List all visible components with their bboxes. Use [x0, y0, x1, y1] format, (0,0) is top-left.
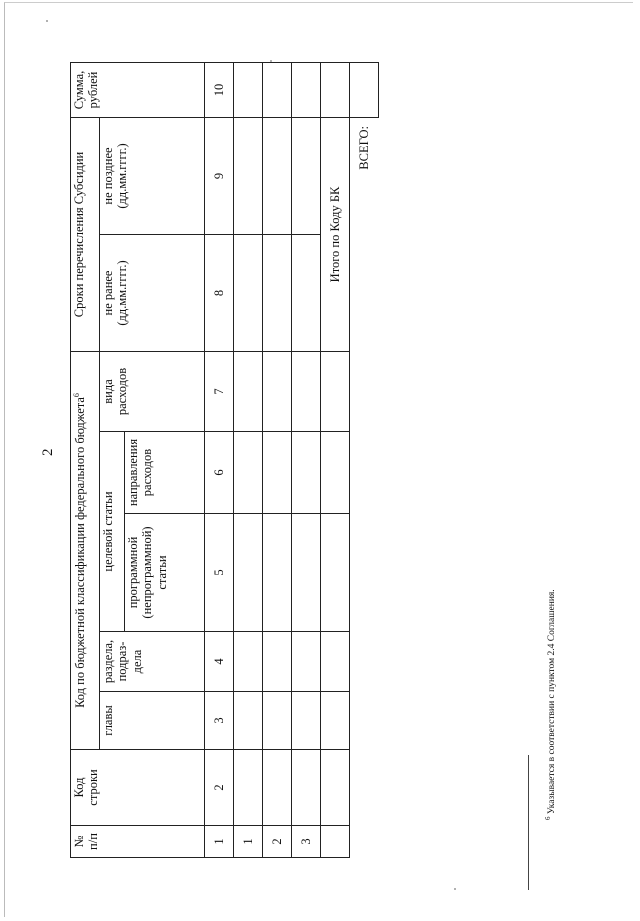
header-program-article: программной (непрограммной) статьи	[125, 514, 205, 632]
scan-speck	[46, 20, 48, 22]
header-row-number: № п/п	[71, 826, 205, 858]
table-cell	[292, 632, 321, 692]
header-expense-direction: направления расходов	[125, 432, 205, 514]
footnote-mark: 6	[544, 816, 552, 820]
column-number: 7	[205, 351, 234, 431]
table-cell	[263, 514, 292, 632]
table-cell	[263, 351, 292, 431]
footnote-separator	[528, 755, 529, 890]
table-cell	[292, 117, 321, 234]
table-row	[234, 62, 263, 857]
table-row	[263, 62, 292, 857]
column-number: 3	[205, 692, 234, 750]
table-cell	[321, 351, 350, 431]
table-cell	[292, 234, 321, 351]
table-cell	[234, 750, 263, 826]
header-not-earlier: не ранее (дд.мм.гггг.)	[100, 234, 205, 351]
table-cell	[321, 692, 350, 750]
header-sum: Сумма, рублей	[71, 62, 205, 117]
table-cell	[292, 514, 321, 632]
grand-total-sum	[350, 62, 379, 117]
header-section: раздела, подраз- дела	[100, 632, 205, 692]
scan-speck	[270, 60, 272, 62]
table-cell	[234, 514, 263, 632]
table-cell	[292, 351, 321, 431]
table-cell	[321, 432, 350, 514]
table-cell	[321, 514, 350, 632]
column-number: 2	[205, 750, 234, 826]
table-cell	[263, 632, 292, 692]
row-number: 1	[234, 826, 263, 858]
total-bk-row	[321, 62, 350, 857]
header-row-code: Код строки	[71, 750, 205, 826]
header-kbk-text: Код по бюджетной классификации федерального бюджета	[73, 397, 88, 708]
header-kbk-footnote-mark: 6	[72, 393, 81, 398]
subsidy-transfer-table	[70, 62, 379, 858]
table-cell	[234, 692, 263, 750]
table-cell	[263, 117, 292, 234]
footnote	[544, 589, 557, 820]
footnote-text: Указывается в соответствии с пунктом 2.4 Соглашения.	[547, 589, 558, 817]
page-number: 2	[40, 448, 56, 456]
scan-speck	[454, 888, 456, 890]
table-cell	[234, 351, 263, 431]
row-number: 2	[263, 826, 292, 858]
table-cell	[321, 750, 350, 826]
table-cell	[292, 62, 321, 117]
table-cell	[292, 692, 321, 750]
header-transfer-terms: Сроки перечисления Субсидии	[71, 117, 100, 351]
table-cell	[263, 692, 292, 750]
grand-total-row	[350, 62, 379, 857]
table-cell	[234, 234, 263, 351]
total-bk-label: Итого по Коду БК	[321, 117, 350, 351]
table-cell	[321, 632, 350, 692]
column-number: 5	[205, 514, 234, 632]
table-cell	[321, 826, 350, 858]
table-cell	[263, 62, 292, 117]
row-number: 3	[292, 826, 321, 858]
header-target-article: целевой статьи	[100, 432, 125, 632]
table-cell	[292, 432, 321, 514]
table-cell	[292, 750, 321, 826]
table-cell	[234, 432, 263, 514]
subsidy-transfer-table-container	[70, 63, 372, 858]
column-number: 4	[205, 632, 234, 692]
table-cell	[263, 750, 292, 826]
table-cell	[234, 117, 263, 234]
column-number: 9	[205, 117, 234, 234]
table-cell	[234, 62, 263, 117]
column-number: 8	[205, 234, 234, 351]
column-number: 6	[205, 432, 234, 514]
header-kbk	[71, 351, 100, 749]
header-not-later: не позднее (дд.мм.гггг.)	[100, 117, 205, 234]
table-cell	[263, 432, 292, 514]
column-number: 10	[205, 62, 234, 117]
table-cell	[263, 234, 292, 351]
grand-total-label: ВСЕГО:	[357, 125, 372, 170]
table-cell	[234, 632, 263, 692]
column-number: 1	[205, 826, 234, 858]
header-chapter: главы	[100, 692, 205, 750]
total-bk-sum	[321, 62, 350, 117]
header-expense-type: вида расходов	[100, 351, 205, 431]
table-row	[292, 62, 321, 857]
